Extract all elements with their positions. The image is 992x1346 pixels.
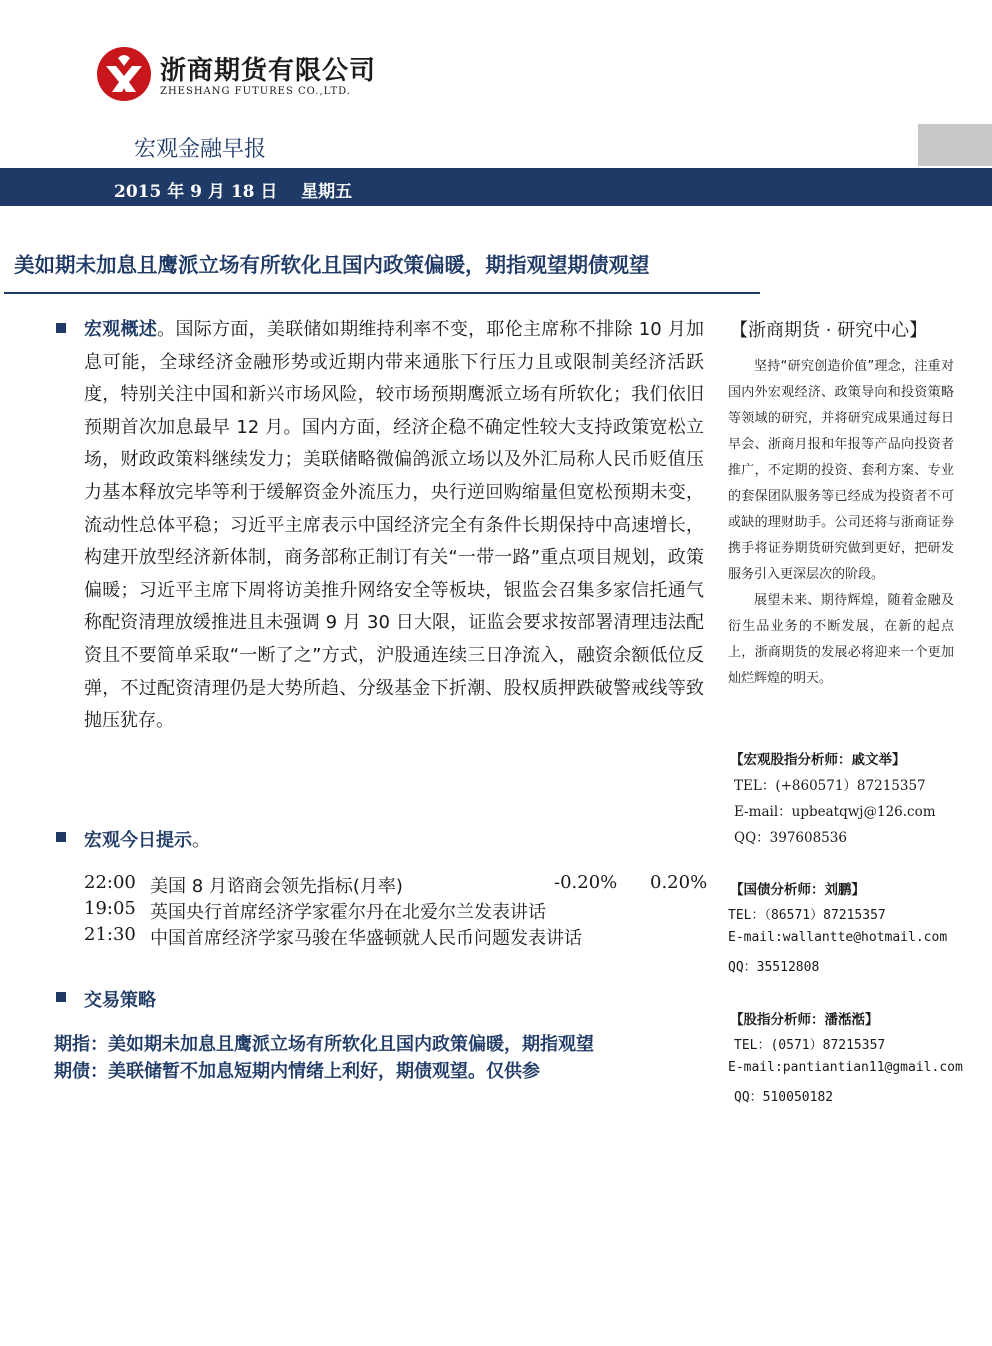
event-time: 21:30	[84, 924, 136, 945]
event-name: 英国央行首席经济学家霍尔丹在北爱尔兰发表讲话	[150, 902, 546, 923]
analyst-qq: QQ：397608536	[734, 830, 847, 846]
macro-overview-label: 宏观概述	[84, 319, 158, 340]
report-date: 2015 年 9 月 18 日 星期五	[114, 182, 353, 202]
company-name-cn: 浙商期货有限公司	[160, 56, 377, 86]
event-name: 美国 8 月谘商会领先指标(月率)	[150, 876, 403, 897]
event-name: 中国首席经济学家马骏在华盛顿就人民币问题发表讲话	[150, 928, 582, 949]
headline-divider	[4, 292, 760, 294]
event-row	[84, 898, 704, 924]
strategy-line-stock-index: 期指：美如期未加息且鹰派立场有所软化且国内政策偏暖，期指观望	[54, 1034, 594, 1055]
bullet-square-icon	[56, 832, 66, 842]
analyst-email: E-mail：upbeatqwj@126.com	[734, 804, 936, 820]
analyst-tel: TEL：(+860571）87215357	[734, 778, 926, 794]
macro-overview-text: 。国际方面，美联储如期维持利率不变，耶伦主席称不排除 10 月加息可能，全球经济金融形势或近期内带来通胀下行压力且或限制美经济活跃度，特别关注中国和新兴市场风险，较市场预期鹰派立场有所软化；我们依旧预期首次加息最早 12 月。国内方面，经济企稳不确定性较大支持政策宽松立场，财政政策料继续发力；美联储略微偏鸽派立场以及外汇局称人民币贬值压力基本释放完毕等利于缓解资金外流压力，央行逆回购缩量但宽松预期未变，流动性总体平稳；习近平主席表示中国经济完全有条件长期保持中高速增长，构建开放型经济新体制，商务部称正制订有关“一带一路”重点项目规划，政策偏暖；习近平主席下周将访美推升网络安全等板块，银监会召集多家信托通气称配资清理放缓推进且未强调 9 月 30 日大限，证监会要求按部署清理违法配资且不要简单采取“一断了之”方式，沪股通连续三日净流入，融资余额低位反弹，不过配资清理仍是大势所趋、分级基金下折潮、股权质押跌破警戒线等致抛压犹存。	[84, 319, 704, 732]
analyst-qq: QQ：35512808	[728, 960, 820, 975]
sidebar-intro	[728, 354, 954, 692]
report-headline: 美如期未加息且鹰派立场有所软化且国内政策偏暖，期指观望期债观望	[14, 253, 650, 277]
event-expected-value: 0.20%	[650, 872, 708, 893]
analyst-heading: 【宏观股指分析师：戚文举】	[730, 752, 906, 768]
company-logo-mark-icon	[96, 46, 152, 102]
analyst-heading: 【国债分析师：刘鹏】	[730, 882, 865, 898]
event-row	[84, 924, 704, 950]
analyst-email: E-mail:wallantte@hotmail.com	[728, 930, 948, 945]
event-time: 19:05	[84, 898, 136, 919]
event-previous-value: -0.20%	[554, 872, 618, 893]
bullet-square-icon	[56, 323, 66, 333]
sidebar-intro-paragraph: 坚持“研究创造价值”理念，注重对国内外宏观经济、政策导向和投资策略等领域的研究，并将研究成果通过每日早会、浙商月报和年报等产品向投资者推广，不定期的投资、套利方案、专业的套保团队服务等已经成为投资者不可或缺的理财助手。公司还将与浙商证券携手将证券期货研究做到更好，把研发服务引入更深层次的阶段。	[728, 359, 954, 582]
event-time: 22:00	[84, 872, 136, 893]
sidebar-title: 【浙商期货 · 研究中心】	[730, 320, 928, 341]
strategy-line-treasury: 期债：美联储暂不加息短期内情绪上利好，期债观望。仅供参	[54, 1061, 540, 1082]
macro-overview-paragraph	[84, 314, 704, 738]
report-type-title: 宏观金融早报	[134, 137, 267, 162]
event-row	[84, 872, 708, 898]
company-name-en: ZHESHANG FUTURES CO.,LTD.	[160, 86, 351, 97]
bullet-square-icon	[56, 992, 66, 1002]
strategy-title: 交易策略	[84, 990, 156, 1011]
analyst-tel: TEL：(0571）87215357	[734, 1038, 886, 1053]
sidebar-intro-paragraph: 展望未来、期待辉煌，随着金融及衍生品业务的不断发展，在新的起点上，浙商期货的发展必将迎来一个更加灿烂辉煌的明天。	[728, 593, 954, 686]
analyst-heading: 【股指分析师：潘湉湉】	[730, 1012, 879, 1028]
analyst-qq: QQ：510050182	[734, 1090, 834, 1105]
company-logo	[96, 46, 386, 106]
analyst-email: E-mail:pantiantian11@gmail.com	[728, 1060, 963, 1075]
macro-today-title: 宏观今日提示。	[84, 830, 210, 851]
header-accent-block	[918, 124, 992, 166]
analyst-tel: TEL：（86571）87215357	[728, 908, 886, 923]
